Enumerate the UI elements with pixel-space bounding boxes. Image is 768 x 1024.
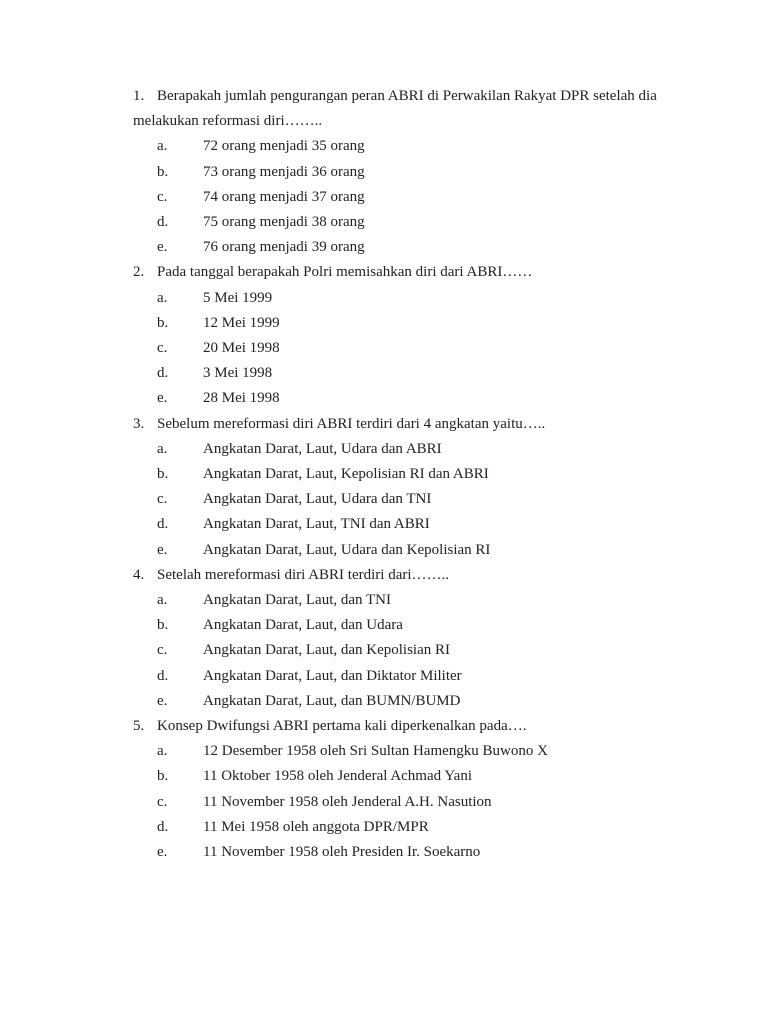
question-number: 5.: [133, 718, 145, 735]
answer-option: [133, 286, 703, 311]
option-letter: e.: [157, 239, 168, 256]
option-text: 73 orang menjadi 36 orang: [203, 163, 365, 180]
question-number: 2.: [133, 264, 145, 281]
question-3: [133, 412, 703, 563]
answer-option: [133, 790, 703, 815]
question-text: Setelah mereformasi diri ABRI terdiri dari……..: [157, 566, 450, 583]
option-text: 28 Mei 1998: [203, 390, 280, 407]
option-text: 12 Desember 1958 oleh Sri Sultan Hamengku Buwono X: [203, 743, 548, 760]
answer-options: [133, 588, 703, 714]
option-text: 20 Mei 1998: [203, 340, 280, 357]
option-text: 74 orang menjadi 37 orang: [203, 188, 365, 205]
question-line: [133, 563, 703, 588]
option-letter: c.: [157, 642, 168, 659]
answer-options: [133, 437, 703, 563]
question-text: Sebelum mereformasi diri ABRI terdiri dari 4 angkatan yaitu…..: [157, 415, 546, 432]
option-text: 72 orang menjadi 35 orang: [203, 138, 365, 155]
answer-option: [133, 512, 703, 537]
question-line: [133, 412, 703, 437]
option-text: 75 orang menjadi 38 orang: [203, 214, 365, 231]
option-text: Angkatan Darat, Laut, Kepolisian RI dan ABRI: [203, 466, 489, 483]
option-letter: e.: [157, 844, 168, 861]
option-text: Angkatan Darat, Laut, dan TNI: [203, 592, 391, 609]
question-5: [133, 714, 703, 865]
option-text: Angkatan Darat, Laut, Udara dan ABRI: [203, 440, 442, 457]
question-text: Berapakah jumlah pengurangan peran ABRI di Perwakilan Rakyat DPR setelah dia: [157, 88, 657, 104]
question-number: 3.: [133, 415, 145, 432]
option-text: 11 Mei 1958 oleh anggota DPR/MPR: [203, 818, 429, 835]
option-letter: a.: [157, 289, 168, 306]
option-text: 11 November 1958 oleh Jenderal A.H. Nasution: [203, 793, 492, 810]
option-text: 5 Mei 1999: [203, 289, 273, 306]
answer-option: [133, 815, 703, 840]
option-letter: a.: [157, 743, 168, 760]
option-text: 76 orang menjadi 39 orang: [203, 239, 365, 256]
answer-option: [133, 336, 703, 361]
option-letter: e.: [157, 390, 168, 407]
option-letter: a.: [157, 592, 168, 609]
quiz-list: [133, 84, 703, 865]
answer-option: [133, 437, 703, 462]
answer-option: [133, 160, 703, 185]
option-text: 11 Oktober 1958 oleh Jenderal Achmad Yani: [203, 768, 472, 785]
answer-option: [133, 311, 703, 336]
option-letter: c.: [157, 340, 168, 357]
question-text: Pada tanggal berapakah Polri memisahkan diri dari ABRI……: [157, 264, 533, 281]
option-letter: d.: [157, 214, 169, 231]
option-text: Angkatan Darat, Laut, Udara dan TNI: [203, 491, 432, 508]
answer-option: [133, 613, 703, 638]
answer-option: [133, 588, 703, 613]
option-text: Angkatan Darat, Laut, dan BUMN/BUMD: [203, 692, 461, 709]
option-text: Angkatan Darat, Laut, Udara dan Kepolisian RI: [203, 541, 491, 558]
option-letter: c.: [157, 793, 168, 810]
answer-option: [133, 487, 703, 512]
question-line: [133, 714, 703, 739]
question-2: [133, 260, 703, 411]
option-letter: e.: [157, 541, 168, 558]
answer-option: [133, 739, 703, 764]
option-letter: d.: [157, 667, 169, 684]
option-letter: c.: [157, 188, 168, 205]
option-text: Angkatan Darat, Laut, dan Diktator Militer: [203, 667, 462, 684]
question-text: Konsep Dwifungsi ABRI pertama kali diperkenalkan pada….: [157, 718, 527, 735]
answer-option: [133, 134, 703, 159]
answer-option: [133, 764, 703, 789]
option-letter: b.: [157, 617, 169, 634]
option-letter: d.: [157, 818, 169, 835]
question-text-continuation: melakukan reformasi diri……..: [133, 113, 323, 130]
answer-option: [133, 185, 703, 210]
option-text: Angkatan Darat, Laut, dan Udara: [203, 617, 403, 634]
option-text: Angkatan Darat, Laut, dan Kepolisian RI: [203, 642, 451, 659]
answer-option: [133, 235, 703, 260]
question-4: [133, 563, 703, 714]
option-text: Angkatan Darat, Laut, TNI dan ABRI: [203, 516, 430, 533]
answer-option: [133, 538, 703, 563]
answer-option: [133, 638, 703, 663]
option-text: 11 November 1958 oleh Presiden Ir. Soekarno: [203, 844, 481, 861]
answer-option: [133, 462, 703, 487]
answer-option: [133, 664, 703, 689]
option-letter: a.: [157, 440, 168, 457]
option-letter: b.: [157, 314, 169, 331]
option-text: 12 Mei 1999: [203, 314, 280, 331]
option-letter: d.: [157, 516, 169, 533]
answer-option: [133, 840, 703, 865]
option-letter: c.: [157, 491, 168, 508]
answer-option: [133, 689, 703, 714]
answer-option: [133, 386, 703, 411]
answer-options: [133, 286, 703, 412]
question-line: [133, 260, 703, 285]
answer-options: [133, 739, 703, 865]
option-letter: b.: [157, 768, 169, 785]
option-letter: e.: [157, 692, 168, 709]
answer-option: [133, 361, 703, 386]
option-letter: b.: [157, 163, 169, 180]
question-1: [133, 84, 703, 260]
question-line: [133, 84, 703, 109]
question-number: 4.: [133, 566, 145, 583]
option-letter: d.: [157, 365, 169, 382]
answer-option: [133, 210, 703, 235]
answer-options: [133, 134, 703, 260]
option-letter: a.: [157, 138, 168, 155]
question-number: 1.: [133, 88, 145, 104]
option-text: 3 Mei 1998: [203, 365, 273, 382]
option-letter: b.: [157, 466, 169, 483]
